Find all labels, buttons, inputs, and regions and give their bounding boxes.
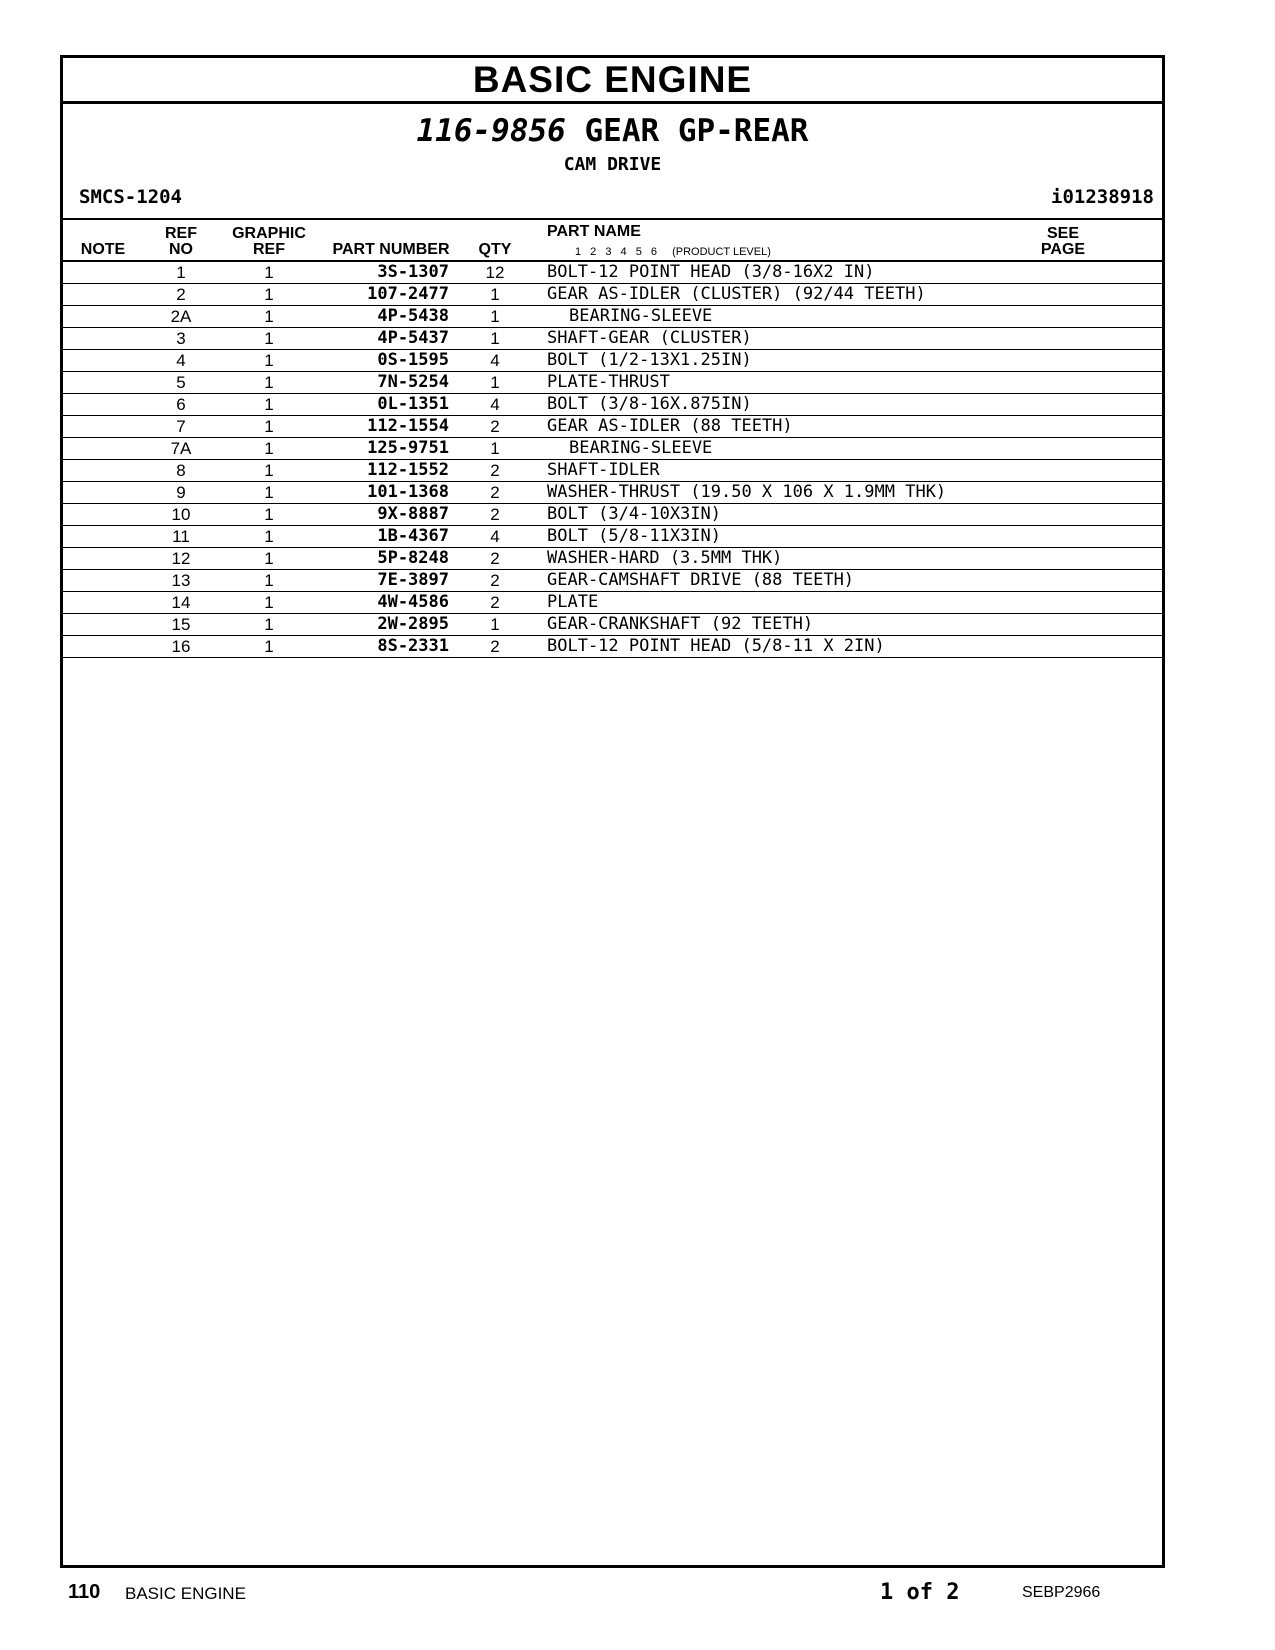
part-number-cell: 125-9751 <box>367 438 449 458</box>
col-see-page-line2: PAGE <box>1040 241 1086 258</box>
part-number-cell: 2W-2895 <box>377 614 449 634</box>
part-name-cell: GEAR-CAMSHAFT DRIVE (88 TEETH) <box>547 570 855 590</box>
table-row <box>63 526 1162 548</box>
table-row <box>63 460 1162 482</box>
part-name-cell: BOLT-12 POINT HEAD (5/8-11 X 2IN) <box>547 636 885 656</box>
part-name-cell: BEARING-SLEEVE <box>569 438 713 458</box>
graphic-ref-cell: 1 <box>264 263 274 282</box>
ref-no-cell: 4 <box>176 351 186 370</box>
ref-no-cell: 7 <box>176 417 186 436</box>
graphic-ref-cell: 1 <box>264 483 274 502</box>
page-of-count: 1 of 2 <box>880 1580 960 1605</box>
parts-page-frame <box>60 55 1165 1568</box>
qty-cell: 1 <box>490 329 500 348</box>
part-name-cell: GEAR-CRANKSHAFT (92 TEETH) <box>547 614 814 634</box>
ref-no-cell: 5 <box>176 373 186 392</box>
page-footer <box>0 1580 1275 1610</box>
part-name-cell: SHAFT-IDLER <box>547 460 660 480</box>
ref-no-cell: 8 <box>176 461 186 480</box>
table-row <box>63 614 1162 636</box>
table-row <box>63 372 1162 394</box>
parts-list <box>63 262 1162 658</box>
qty-cell: 1 <box>490 285 500 304</box>
qty-cell: 2 <box>490 483 500 502</box>
table-row <box>63 592 1162 614</box>
table-row <box>63 504 1162 526</box>
ref-no-cell: 3 <box>176 329 186 348</box>
ref-no-cell: 12 <box>171 549 191 568</box>
graphic-ref-cell: 1 <box>264 593 274 612</box>
part-name-cell: BOLT (3/4-10X3IN) <box>547 504 721 524</box>
part-number-cell: 112-1552 <box>367 460 449 480</box>
part-name-cell: SHAFT-GEAR (CLUSTER) <box>547 328 752 348</box>
document-number: SEBP2966 <box>1022 1584 1101 1601</box>
ref-no-cell: 1 <box>176 263 186 282</box>
qty-cell: 2 <box>490 549 500 568</box>
ref-no-cell: 7A <box>170 439 192 458</box>
part-number-cell: 5P-8248 <box>377 548 449 568</box>
part-number-cell: 112-1554 <box>367 416 449 436</box>
graphic-ref-cell: 1 <box>264 527 274 546</box>
part-number-cell: 7N-5254 <box>377 372 449 392</box>
group-name: GEAR GP-REAR <box>584 113 809 149</box>
ref-no-cell: 14 <box>171 593 191 612</box>
ref-no-cell: 10 <box>171 505 191 524</box>
qty-cell: 1 <box>490 615 500 634</box>
part-name-cell: WASHER-HARD (3.5MM THK) <box>547 548 783 568</box>
col-part-number: PART NUMBER <box>332 241 450 258</box>
table-row <box>63 548 1162 570</box>
part-number-cell: 9X-8887 <box>377 504 449 524</box>
graphic-ref-cell: 1 <box>264 571 274 590</box>
col-qty: QTY <box>478 241 512 258</box>
graphic-ref-cell: 1 <box>264 285 274 304</box>
ref-no-cell: 15 <box>171 615 191 634</box>
table-row <box>63 636 1162 658</box>
qty-cell: 1 <box>490 307 500 326</box>
part-number-cell: 4P-5438 <box>377 306 449 326</box>
column-header-row <box>63 220 1162 262</box>
product-level-label: (PRODUCT LEVEL) <box>672 246 771 258</box>
graphic-ref-cell: 1 <box>264 329 274 348</box>
part-number-cell: 8S-2331 <box>377 636 449 656</box>
part-name-cell: BEARING-SLEEVE <box>569 306 713 326</box>
table-row <box>63 284 1162 306</box>
footer-section: BASIC ENGINE <box>125 1584 246 1603</box>
qty-cell: 1 <box>490 439 500 458</box>
qty-cell: 4 <box>490 395 500 414</box>
qty-cell: 2 <box>490 505 500 524</box>
graphic-ref-cell: 1 <box>264 307 274 326</box>
qty-cell: 4 <box>490 351 500 370</box>
smcs-code: SMCS-1204 <box>79 186 182 208</box>
part-name-cell: GEAR AS-IDLER (88 TEETH) <box>547 416 793 436</box>
table-row <box>63 328 1162 350</box>
qty-cell: 12 <box>485 263 505 282</box>
group-title <box>63 113 1162 149</box>
qty-cell: 2 <box>490 417 500 436</box>
part-number-cell: 1B-4367 <box>377 526 449 546</box>
section-title: BASIC ENGINE <box>472 59 753 100</box>
graphic-ref-cell: 1 <box>264 417 274 436</box>
ref-no-cell: 2 <box>176 285 186 304</box>
table-row <box>63 416 1162 438</box>
illustration-id: i01238918 <box>1051 186 1154 208</box>
graphic-ref-cell: 1 <box>264 461 274 480</box>
graphic-ref-cell: 1 <box>264 505 274 524</box>
table-row <box>63 482 1162 504</box>
qty-cell: 2 <box>490 571 500 590</box>
part-number-cell: 101-1368 <box>367 482 449 502</box>
table-row <box>63 262 1162 284</box>
col-note: NOTE <box>80 241 126 258</box>
graphic-ref-cell: 1 <box>264 351 274 370</box>
part-name-cell: BOLT (5/8-11X3IN) <box>547 526 721 546</box>
col-part-name: PART NAME <box>547 223 641 240</box>
table-row <box>63 350 1162 372</box>
ref-no-cell: 16 <box>171 637 191 656</box>
part-name-cell: GEAR AS-IDLER (CLUSTER) (92/44 TEETH) <box>547 284 926 304</box>
part-number-cell: 3S-1307 <box>377 262 449 282</box>
group-header <box>63 104 1162 220</box>
group-subtitle: CAM DRIVE <box>563 154 662 175</box>
graphic-ref-cell: 1 <box>264 439 274 458</box>
col-ref-no-line1: REF <box>165 225 197 242</box>
table-row <box>63 394 1162 416</box>
level-numbers: 1 2 3 4 5 6 <box>575 246 657 258</box>
part-number-cell: 4W-4586 <box>377 592 449 612</box>
col-ref-no-line2: NO <box>169 241 193 258</box>
part-number-cell: 0L-1351 <box>377 394 449 414</box>
col-graphic-ref-line2: REF <box>253 241 285 258</box>
page-number: 110 <box>68 1581 101 1603</box>
qty-cell: 2 <box>490 461 500 480</box>
ref-no-cell: 13 <box>171 571 191 590</box>
table-row <box>63 438 1162 460</box>
graphic-ref-cell: 1 <box>264 615 274 634</box>
col-product-levels <box>575 246 771 258</box>
part-name-cell: BOLT-12 POINT HEAD (3/8-16X2 IN) <box>547 262 875 282</box>
ref-no-cell: 9 <box>176 483 186 502</box>
graphic-ref-cell: 1 <box>264 637 274 656</box>
qty-cell: 1 <box>490 373 500 392</box>
graphic-ref-cell: 1 <box>264 549 274 568</box>
table-row <box>63 570 1162 592</box>
col-see-page-line1: SEE <box>1046 225 1079 242</box>
group-part-number: 116-9856 <box>416 113 566 149</box>
graphic-ref-cell: 1 <box>264 395 274 414</box>
col-graphic-ref-line1: GRAPHIC <box>232 225 306 242</box>
qty-cell: 2 <box>490 593 500 612</box>
part-number-cell: 107-2477 <box>367 284 449 304</box>
ref-no-cell: 2A <box>170 307 192 326</box>
table-row <box>63 306 1162 328</box>
graphic-ref-cell: 1 <box>264 373 274 392</box>
part-number-cell: 7E-3897 <box>377 570 449 590</box>
part-number-cell: 4P-5437 <box>377 328 449 348</box>
ref-no-cell: 6 <box>176 395 186 414</box>
qty-cell: 2 <box>490 637 500 656</box>
part-name-cell: BOLT (3/8-16X.875IN) <box>547 394 752 414</box>
part-name-cell: WASHER-THRUST (19.50 X 106 X 1.9MM THK) <box>547 482 947 502</box>
ref-no-cell: 11 <box>172 527 190 546</box>
section-title-bar <box>63 58 1162 104</box>
qty-cell: 4 <box>490 527 500 546</box>
part-name-cell: BOLT (1/2-13X1.25IN) <box>547 350 752 370</box>
part-name-cell: PLATE-THRUST <box>547 372 670 392</box>
part-name-cell: PLATE <box>547 592 599 612</box>
part-number-cell: 0S-1595 <box>377 350 449 370</box>
